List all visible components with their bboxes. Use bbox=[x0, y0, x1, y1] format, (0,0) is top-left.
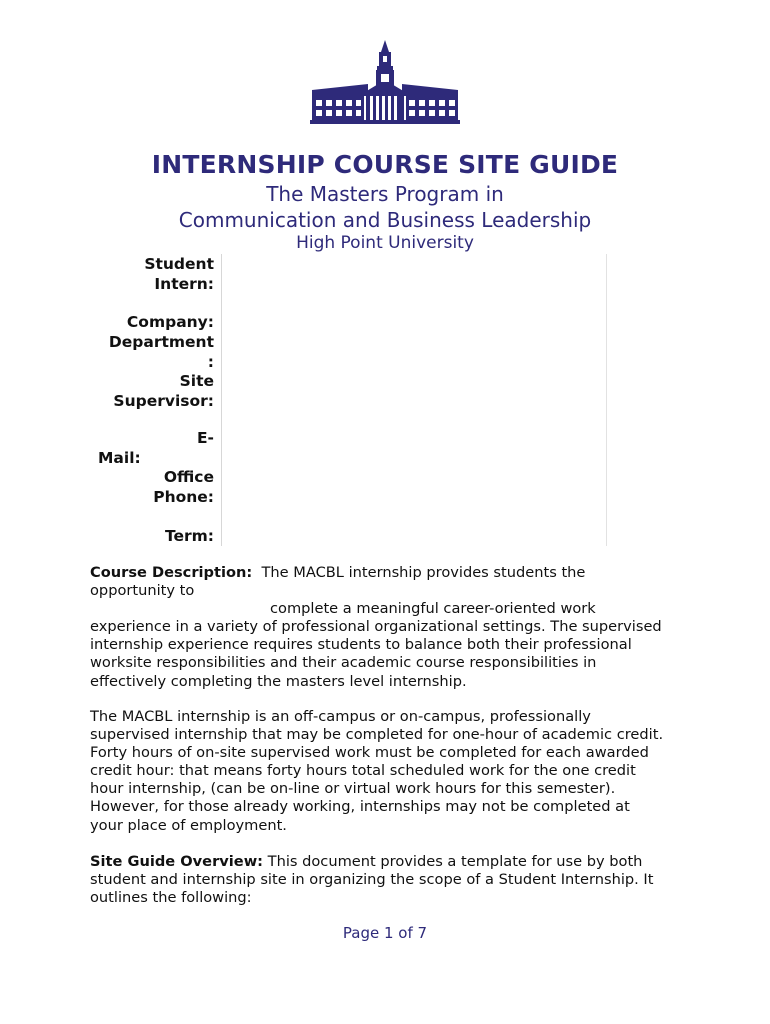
table-right-border bbox=[606, 254, 607, 546]
text-line: experience in a variety of professional organizational settings. The supervised bbox=[90, 618, 662, 636]
label-line: Student bbox=[144, 255, 214, 273]
department-label bbox=[109, 332, 214, 372]
text-line: However, for those already working, internships may not be completed at bbox=[90, 798, 630, 816]
text-span: This document provides a template for use by both bbox=[267, 853, 643, 870]
text-line: opportunity to bbox=[90, 582, 195, 600]
text-span: complete a meaningful career-oriented work bbox=[270, 600, 596, 618]
text-line: hour internship, (can be on-line or virtual work hours for this semester). bbox=[90, 780, 616, 798]
label-line: : bbox=[207, 353, 214, 371]
text-line: credit hour: that means forty hours total scheduled work for the one credit bbox=[90, 762, 636, 780]
course-description bbox=[90, 564, 690, 691]
page-number: Page 1 of 7 bbox=[342, 924, 428, 942]
text-line: your place of employment. bbox=[90, 816, 287, 834]
site-guide-overview-label: Site Guide Overview: bbox=[90, 853, 264, 870]
email-label-line2: Mail: bbox=[98, 449, 141, 467]
text-line: outlines the following: bbox=[90, 889, 252, 907]
office-phone-label bbox=[153, 467, 214, 507]
intern-info-table bbox=[90, 254, 607, 546]
program-subtitle-line2: Communication and Business Leadership bbox=[178, 208, 592, 232]
text-line: effectively completing the masters level internship. bbox=[90, 672, 467, 690]
course-description-line bbox=[90, 564, 690, 582]
text-line: student and internship site in organizing the scope of a Student Internship. It bbox=[90, 871, 654, 889]
text-line-indented bbox=[90, 600, 690, 618]
text-line: internship experience requires students to balance both their professional bbox=[90, 636, 632, 654]
internship-details-paragraph bbox=[90, 708, 690, 835]
student-intern-label bbox=[144, 254, 214, 294]
text-line: The MACBL internship is an off-campus or on-campus, professionally bbox=[90, 708, 591, 725]
email-label-line1: E- bbox=[196, 429, 214, 447]
label-line: Supervisor: bbox=[113, 392, 214, 410]
text-span: The MACBL internship provides students the bbox=[261, 564, 586, 581]
text-line bbox=[90, 853, 690, 871]
label-line: Office bbox=[163, 468, 214, 486]
label-line: Phone: bbox=[153, 488, 214, 506]
company-label: Company: bbox=[126, 313, 214, 331]
text-line: Forty hours of on-site supervised work must be completed for each awarded bbox=[90, 744, 649, 762]
term-label: Term: bbox=[164, 527, 214, 545]
site-supervisor-label bbox=[113, 371, 214, 411]
table-divider bbox=[221, 254, 222, 546]
site-guide-overview bbox=[90, 853, 690, 907]
label-line: Site bbox=[179, 372, 214, 390]
course-description-label: Course Description: bbox=[90, 564, 253, 581]
text-line: worksite responsibilities and their academic course responsibilities in bbox=[90, 654, 597, 672]
university-name: High Point University bbox=[296, 233, 474, 253]
label-line: Intern: bbox=[154, 275, 214, 293]
university-building-logo bbox=[310, 40, 460, 124]
program-subtitle-line1: The Masters Program in bbox=[266, 182, 504, 206]
text-line: supervised internship that may be completed for one-hour of academic credit. bbox=[90, 726, 664, 744]
label-line: Department bbox=[108, 333, 214, 351]
document-title: INTERNSHIP COURSE SITE GUIDE bbox=[151, 150, 619, 179]
